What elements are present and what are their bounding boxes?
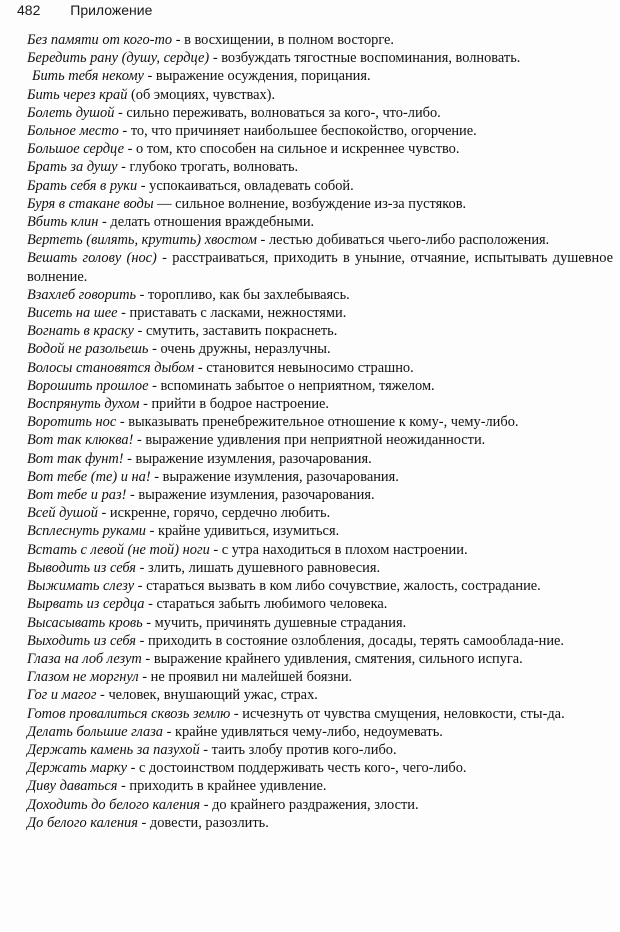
phrase-term: Всей душой	[27, 505, 98, 522]
phrase-term: Вешать голову (нос)	[27, 250, 157, 267]
phrase-term: Бить тебя некому	[32, 68, 144, 85]
phrase-entry	[27, 158, 613, 176]
phrase-term: Готов провалиться сквозь землю	[27, 705, 231, 722]
phrase-term: Выходить из себя	[27, 632, 136, 649]
phrase-definition: - расстраиваться, приходить в уныние, отчаяние, испытывать душевное волнение.	[27, 250, 613, 285]
phrase-entry	[27, 504, 613, 522]
phrase-entry	[27, 686, 613, 704]
phrase-definition: - искренне, горячо, сердечно любить.	[97, 505, 331, 522]
phrase-term: Диву даваться	[27, 778, 118, 795]
phrase-term: Бередить рану (душу, сердце)	[27, 50, 210, 67]
phrase-term: Висеть на шее	[27, 305, 118, 322]
phrase-definition: - злить, лишать душевного равновесия.	[135, 559, 381, 576]
phrase-entry	[27, 577, 613, 595]
phrase-definition: - мучить, причинять душевные страдания.	[142, 614, 407, 631]
phrase-definition: (об эмоциях, чувствах).	[127, 86, 276, 103]
phrase-definition: — сильное волнение, возбуждение из-за пустяков.	[153, 195, 467, 212]
phrase-definition: - глубоко трогать, волновать.	[117, 159, 299, 176]
phrase-entry	[27, 814, 613, 832]
phrase-term: Встать с левой (не той) ноги	[27, 541, 210, 558]
phrase-entry	[27, 595, 613, 613]
phrase-entry	[27, 413, 613, 431]
phrase-definition: - крайне удивиться, изумиться.	[146, 523, 340, 540]
phrase-term: Вот так фунт!	[27, 450, 124, 467]
phrase-definition: - приходить в крайнее удивление.	[117, 778, 327, 795]
phrase-definition: - успокаиваться, овладевать собой.	[137, 177, 354, 194]
phrase-entry	[27, 31, 613, 49]
phrase-definition: - стараться забыть любимого человека.	[144, 596, 388, 613]
phrase-entry	[27, 796, 613, 814]
phrase-definition: - выражение осуждения, порицания.	[143, 68, 371, 85]
phrase-term: Вбить клин	[27, 214, 99, 231]
phrase-definition: - выражение крайнего удивления, смятения, сильного испуга.	[141, 650, 523, 667]
phrase-definition: - приходить в состояние озлобления, досады, терять самооблада-ние.	[135, 632, 565, 649]
phrase-term: Брать за душу	[27, 159, 118, 176]
phrase-term: Бить через край	[27, 86, 128, 103]
phrase-term: Буря в стакане воды	[27, 195, 154, 212]
phrase-definition: - выражение удивления при неприятной неожиданности.	[133, 432, 486, 449]
phrase-term: Брать себя в руки	[27, 177, 138, 194]
phrase-term: Выжимать слезу	[27, 578, 135, 595]
phrase-definition: - сильно переживать, волноваться за кого-, что-либо.	[114, 104, 441, 121]
phrase-definition: - с достоинством поддерживать честь кого-, чего-либо.	[127, 760, 467, 777]
phrase-entry	[27, 741, 613, 759]
phrase-entry	[27, 231, 613, 249]
phrase-definition: - выражение изумления, разочарования.	[126, 487, 375, 504]
phrase-term: Водой не разольешь	[27, 341, 149, 358]
page-number: 482	[17, 2, 41, 18]
phrase-entry	[27, 468, 613, 486]
phrase-entry	[27, 340, 613, 358]
phrase-list	[27, 31, 613, 832]
phrase-entry	[27, 431, 613, 449]
phrase-entry	[27, 322, 613, 340]
phrase-entry	[27, 559, 613, 577]
phrase-entry	[27, 249, 613, 285]
phrase-definition: - стараться вызвать в ком либо сочувствие, жалость, сострадание.	[134, 578, 541, 595]
phrase-entry	[27, 86, 613, 104]
phrase-term: Высасывать кровь	[27, 614, 143, 631]
phrase-entry	[27, 541, 613, 559]
phrase-term: Взахлеб говорить	[27, 286, 137, 303]
phrase-term: Держать камень за пазухой	[27, 741, 200, 758]
phrase-term: Больное место	[27, 123, 119, 140]
phrase-term: Вырвать из сердца	[27, 596, 145, 613]
phrase-term: Доходить до белого каления	[27, 796, 201, 813]
phrase-entry	[27, 777, 613, 795]
phrase-definition: - с утра находиться в плохом настроении.	[209, 541, 468, 558]
phrase-definition: - о том, кто способен на сильное и искреннее чувство.	[124, 141, 460, 158]
phrase-definition: - делать отношения враждебными.	[98, 214, 315, 231]
section-title: Приложение	[70, 2, 153, 18]
phrase-definition: - возбуждать тягостные воспоминания, волновать.	[209, 50, 521, 67]
phrase-definition: - становится невыносимо страшно.	[194, 359, 414, 376]
phrase-term: Выводить из себя	[27, 559, 136, 576]
phrase-term: Делать большие глаза	[27, 723, 164, 740]
phrase-term: Глазом не моргнул	[27, 669, 139, 686]
phrase-definition: - смутить, заставить покраснеть.	[133, 323, 338, 340]
phrase-entry	[27, 359, 613, 377]
phrase-entry	[27, 67, 613, 85]
phrase-entry	[27, 122, 613, 140]
phrase-entry	[27, 668, 613, 686]
phrase-term: Вот тебе и раз!	[27, 487, 127, 504]
phrase-definition: - не проявил ни малейшей боязни.	[138, 669, 353, 686]
phrase-entry	[27, 140, 613, 158]
phrase-entry	[27, 486, 613, 504]
phrase-definition: - исчезнуть от чувства смущения, неловкости, сты-да.	[230, 705, 565, 722]
phrase-term: Вот тебе (те) и на!	[27, 468, 151, 485]
phrase-term: Воспрянуть духом	[27, 396, 140, 413]
phrase-definition: - выказывать пренебрежительное отношение к кому-, чему-либо.	[116, 414, 519, 431]
phrase-entry	[27, 213, 613, 231]
phrase-term: Волосы становятся дыбом	[27, 359, 195, 376]
page-header	[17, 0, 617, 20]
phrase-entry	[27, 522, 613, 540]
phrase-definition: - приставать с ласками, нежностями.	[117, 305, 347, 322]
phrase-definition: - в восхищении, в полном восторге.	[172, 32, 395, 48]
phrase-entry	[27, 104, 613, 122]
phrase-term: Всплеснуть руками	[27, 523, 146, 540]
phrase-term: Большое сердце	[27, 141, 125, 158]
phrase-entry	[27, 614, 613, 632]
phrase-term: Держать марку	[27, 760, 128, 777]
phrase-definition: - прийти в бодрое настроение.	[139, 396, 330, 413]
phrase-term: Без памяти от кого-то	[27, 32, 173, 48]
phrase-definition: - то, что причиняет наибольшее беспокойство, огорчение.	[118, 123, 477, 140]
phrase-definition: - очень дружны, неразлучны.	[148, 341, 331, 358]
phrase-entry	[27, 632, 613, 650]
phrase-definition: - таить злобу против кого-либо.	[199, 741, 397, 758]
phrase-entry	[27, 705, 613, 723]
phrase-entry	[27, 723, 613, 741]
phrase-definition: - торопливо, как бы захлебываясь.	[136, 286, 350, 303]
phrase-term: Гог и магог	[27, 687, 97, 704]
phrase-term: Воротить нос	[27, 414, 117, 431]
phrase-definition: - человек, внушающий ужас, страх.	[96, 687, 318, 704]
phrase-term: Вертеть (вилять, крутить) хвостом	[27, 232, 257, 249]
phrase-entry	[27, 450, 613, 468]
phrase-entry	[27, 395, 613, 413]
phrase-entry	[27, 304, 613, 322]
phrase-entry	[27, 759, 613, 777]
phrase-term: Болеть душой	[27, 104, 115, 121]
phrase-entry	[27, 49, 613, 67]
phrase-entry	[27, 650, 613, 668]
phrase-definition: - до крайнего раздражения, злости.	[200, 796, 419, 813]
phrase-term: Вот так клюква!	[27, 432, 134, 449]
phrase-definition: - выражение изумления, разочарования.	[150, 468, 399, 485]
phrase-definition: - довести, разозлить.	[137, 814, 269, 831]
phrase-definition: - вспоминать забытое о неприятном, тяжелом.	[148, 377, 435, 394]
phrase-entry	[27, 377, 613, 395]
phrase-entry	[27, 177, 613, 195]
phrase-term: Ворошить прошлое	[27, 377, 149, 394]
phrase-term: Вогнать в краску	[27, 323, 134, 340]
phrase-entry	[27, 195, 613, 213]
phrase-definition: - крайне удивляться чему-либо, недоумевать.	[163, 723, 443, 740]
phrase-entry	[27, 286, 613, 304]
phrase-term: Глаза на лоб лезут	[27, 650, 142, 667]
phrase-definition: - лестью добиваться чьего-либо расположения.	[256, 232, 550, 249]
phrase-definition: - выражение изумления, разочарования.	[123, 450, 372, 467]
phrase-term: До белого каления	[27, 814, 138, 831]
